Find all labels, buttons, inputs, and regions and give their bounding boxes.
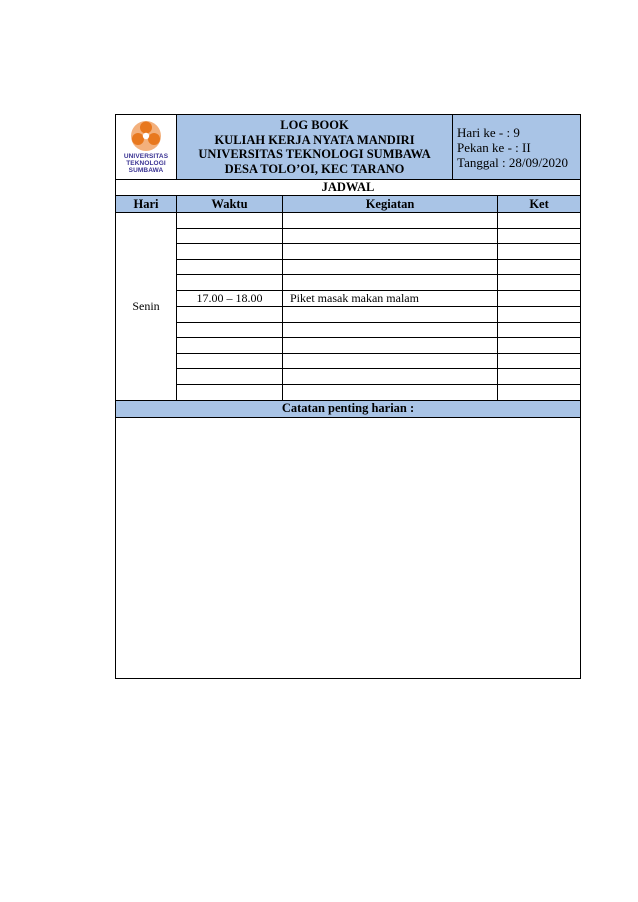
column-header-row — [116, 196, 581, 213]
waktu-cell — [177, 228, 283, 244]
notes-row — [116, 417, 581, 678]
ket-cell — [498, 384, 581, 400]
waktu-cell — [177, 384, 283, 400]
logo-text-line: SUMBAWA — [128, 167, 164, 174]
kegiatan-cell — [283, 322, 498, 338]
ket-cell — [498, 275, 581, 291]
kegiatan-cell — [283, 353, 498, 369]
logo-text — [116, 153, 176, 174]
column-header-kegiatan: Kegiatan — [283, 196, 498, 213]
logbook-title — [177, 115, 453, 180]
university-logo — [116, 120, 176, 174]
ket-cell — [498, 306, 581, 322]
kegiatan-cell — [283, 384, 498, 400]
tanggal: Tanggal : 28/09/2020 — [457, 154, 569, 170]
waktu-cell — [177, 338, 283, 354]
kegiatan-cell — [283, 244, 498, 260]
schedule-row — [116, 306, 581, 322]
kegiatan-cell — [283, 228, 498, 244]
ket-cell — [498, 213, 581, 229]
column-header-hari: Hari — [116, 196, 177, 213]
schedule-row — [116, 369, 581, 385]
logbook-table — [115, 114, 581, 679]
schedule-row — [116, 384, 581, 400]
waktu-cell — [177, 213, 283, 229]
waktu-cell — [177, 369, 283, 385]
kegiatan-cell — [283, 306, 498, 322]
schedule-row — [116, 259, 581, 275]
schedule-row — [116, 244, 581, 260]
title-line: LOG BOOK — [280, 118, 349, 132]
waktu-cell — [177, 353, 283, 369]
kegiatan-cell — [283, 338, 498, 354]
kegiatan-cell — [283, 369, 498, 385]
schedule-row — [116, 290, 581, 306]
waktu-cell — [177, 259, 283, 275]
kegiatan-cell — [283, 259, 498, 275]
waktu-cell — [177, 275, 283, 291]
title-line: UNIVERSITAS TEKNOLOGI SUMBAWA — [198, 147, 431, 161]
logbook-sheet — [115, 114, 580, 679]
title-line: DESA TOLO’OI, KEC TARANO — [224, 161, 405, 176]
university-emblem-icon — [127, 120, 165, 152]
pekan-ke: Pekan ke - : II — [457, 139, 531, 155]
schedule-row — [116, 213, 581, 229]
logo-text-line: TEKNOLOGI — [126, 160, 166, 167]
schedule-row — [116, 322, 581, 338]
header-row — [116, 115, 581, 180]
schedule-row — [116, 353, 581, 369]
schedule-row — [116, 338, 581, 354]
ket-cell — [498, 290, 581, 306]
catatan-row — [116, 400, 581, 417]
jadwal-row — [116, 180, 581, 196]
ket-cell — [498, 338, 581, 354]
hari-ke: Hari ke - : 9 — [457, 124, 520, 140]
ket-cell — [498, 369, 581, 385]
column-header-ket: Ket — [498, 196, 581, 213]
ket-cell — [498, 353, 581, 369]
kegiatan-cell — [283, 275, 498, 291]
title-line: KULIAH KERJA NYATA MANDIRI — [214, 132, 415, 147]
waktu-cell — [177, 244, 283, 260]
schedule-row — [116, 275, 581, 291]
jadwal-title: JADWAL — [116, 180, 581, 196]
logo-cell — [116, 115, 177, 180]
kegiatan-cell — [283, 213, 498, 229]
notes-area — [116, 417, 581, 678]
waktu-cell — [177, 322, 283, 338]
column-header-waktu: Waktu — [177, 196, 283, 213]
hari-cell: Senin — [116, 213, 177, 401]
schedule-row — [116, 228, 581, 244]
kegiatan-cell: Piket masak makan malam — [283, 290, 498, 306]
ket-cell — [498, 259, 581, 275]
waktu-cell: 17.00 – 18.00 — [177, 290, 283, 306]
ket-cell — [498, 228, 581, 244]
ket-cell — [498, 244, 581, 260]
waktu-cell — [177, 306, 283, 322]
logo-text-line: UNIVERSITAS — [123, 153, 169, 160]
catatan-title: Catatan penting harian : — [116, 400, 581, 417]
info-cell — [453, 115, 581, 180]
ket-cell — [498, 322, 581, 338]
